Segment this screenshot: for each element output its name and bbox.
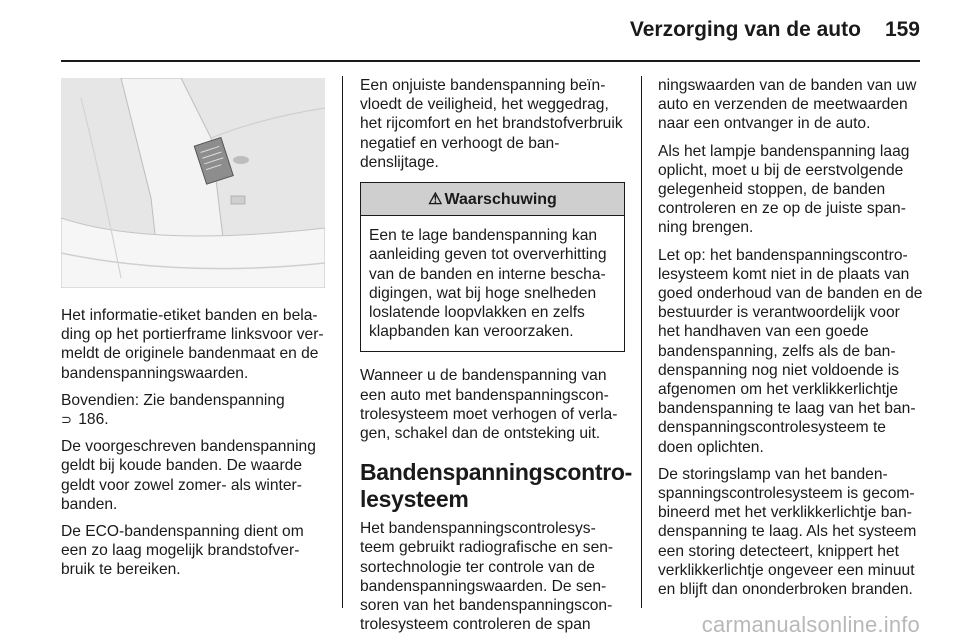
intro-paragraph: Een onjuiste bandenspanning beïnvloedt de veiligheid, het weggedrag, het rijcomfort en het brandstofverbruik negatief en verhoogt de bandenslijtage. <box>360 77 623 171</box>
column-left <box>61 76 327 588</box>
see-also-text: Bovendien: Zie bandenspanning <box>61 391 285 409</box>
warning-box <box>360 182 625 352</box>
paragraph-cold-tyres: De voorgeschreven bandenspanning geldt bij koude banden. De waarde geldt voor zowel zomer- als winterbanden. <box>61 438 316 513</box>
after-warning-paragraph: Wanneer u de bandenspanning van een auto met bandenspanningscontrolesysteem moet verhogen of verlagen, schakel dan de ontsteking uit. <box>360 367 618 443</box>
column-divider-1 <box>342 76 343 608</box>
paragraph-1: ningswaarden van de banden van uw auto en verzenden de meetwaarden naar een ontvanger in de auto. <box>658 77 917 133</box>
warning-body: Een te lage bandenspanning kan aanleiding geven tot oververhitting van de banden en interne beschadigingen, wat bij hoge snelheden loslatende loopvlakken en zelfs klapbanden kan veroorzaken. <box>369 227 607 341</box>
page-header <box>630 18 920 42</box>
watermark: carmanualsonline.info <box>701 612 920 637</box>
section-heading: Bandenspanningscontrolesysteem <box>360 459 633 513</box>
see-also <box>61 391 327 429</box>
door-frame-label-illustration <box>61 78 325 288</box>
header-rule <box>61 60 920 62</box>
page-reference-icon: ⊃ <box>61 412 72 428</box>
section-intro: Het bandenspanningscontrolesysteem gebruikt radiografische en sensortechnologie ter controle van de bandenspanningswaarden. De sensoren van het bandenspanningscontrolesysteem controleren de span <box>360 520 614 634</box>
warning-title: Waarschuwing <box>444 191 557 209</box>
paragraph-2: Als het lampje bandenspanning laag oplicht, moet u bij de eerstvolgende gelegenheid stoppen, de banden controleren en ze op de juiste spanning brengen. <box>658 142 910 237</box>
paragraph-4: De storingslamp van het bandenspanningscontrolesysteem is gecombineerd met het verklikkerlichtje bandenspanning te laag. Als het systeem een storing detecteert, knippert het verklikkerlichtje ongeveer een minuut en blijft dan ononderbroken branden. <box>658 465 917 599</box>
column-middle <box>360 76 633 642</box>
warning-header <box>361 183 624 216</box>
column-right <box>658 76 923 607</box>
figure-caption: Het informatie-etiket banden en belading op het portierframe linksvoor vermeldt de originele bandenmaat en de bandenspanningswaarden. <box>61 307 324 382</box>
page-number: 159 <box>884 18 920 41</box>
paragraph-3: Let op: het bandenspanningscontrolesysteem komt niet in de plaats van goed onderhoud van de banden en de bestuurder is verantwoordelijk voor het handhaven van een goede bandenspanning, zelfs als de bandenspanning nog niet voldoende is afgenomen om het verklikkerlichtje bandenspanning te laag van het bandenspanningscontrolesysteem te doen oplichten. <box>658 246 923 456</box>
door-frame-drawing <box>61 78 325 288</box>
column-divider-2 <box>641 76 642 608</box>
paragraph-eco: De ECO-bandenspanning dient om een zo laag mogelijk brandstofverbruik te bereiken. <box>61 523 304 579</box>
page-title: Verzorging van de auto <box>629 18 861 41</box>
warning-triangle-icon: ⚠ <box>428 191 443 209</box>
see-also-reference[interactable]: 186. <box>78 411 109 429</box>
